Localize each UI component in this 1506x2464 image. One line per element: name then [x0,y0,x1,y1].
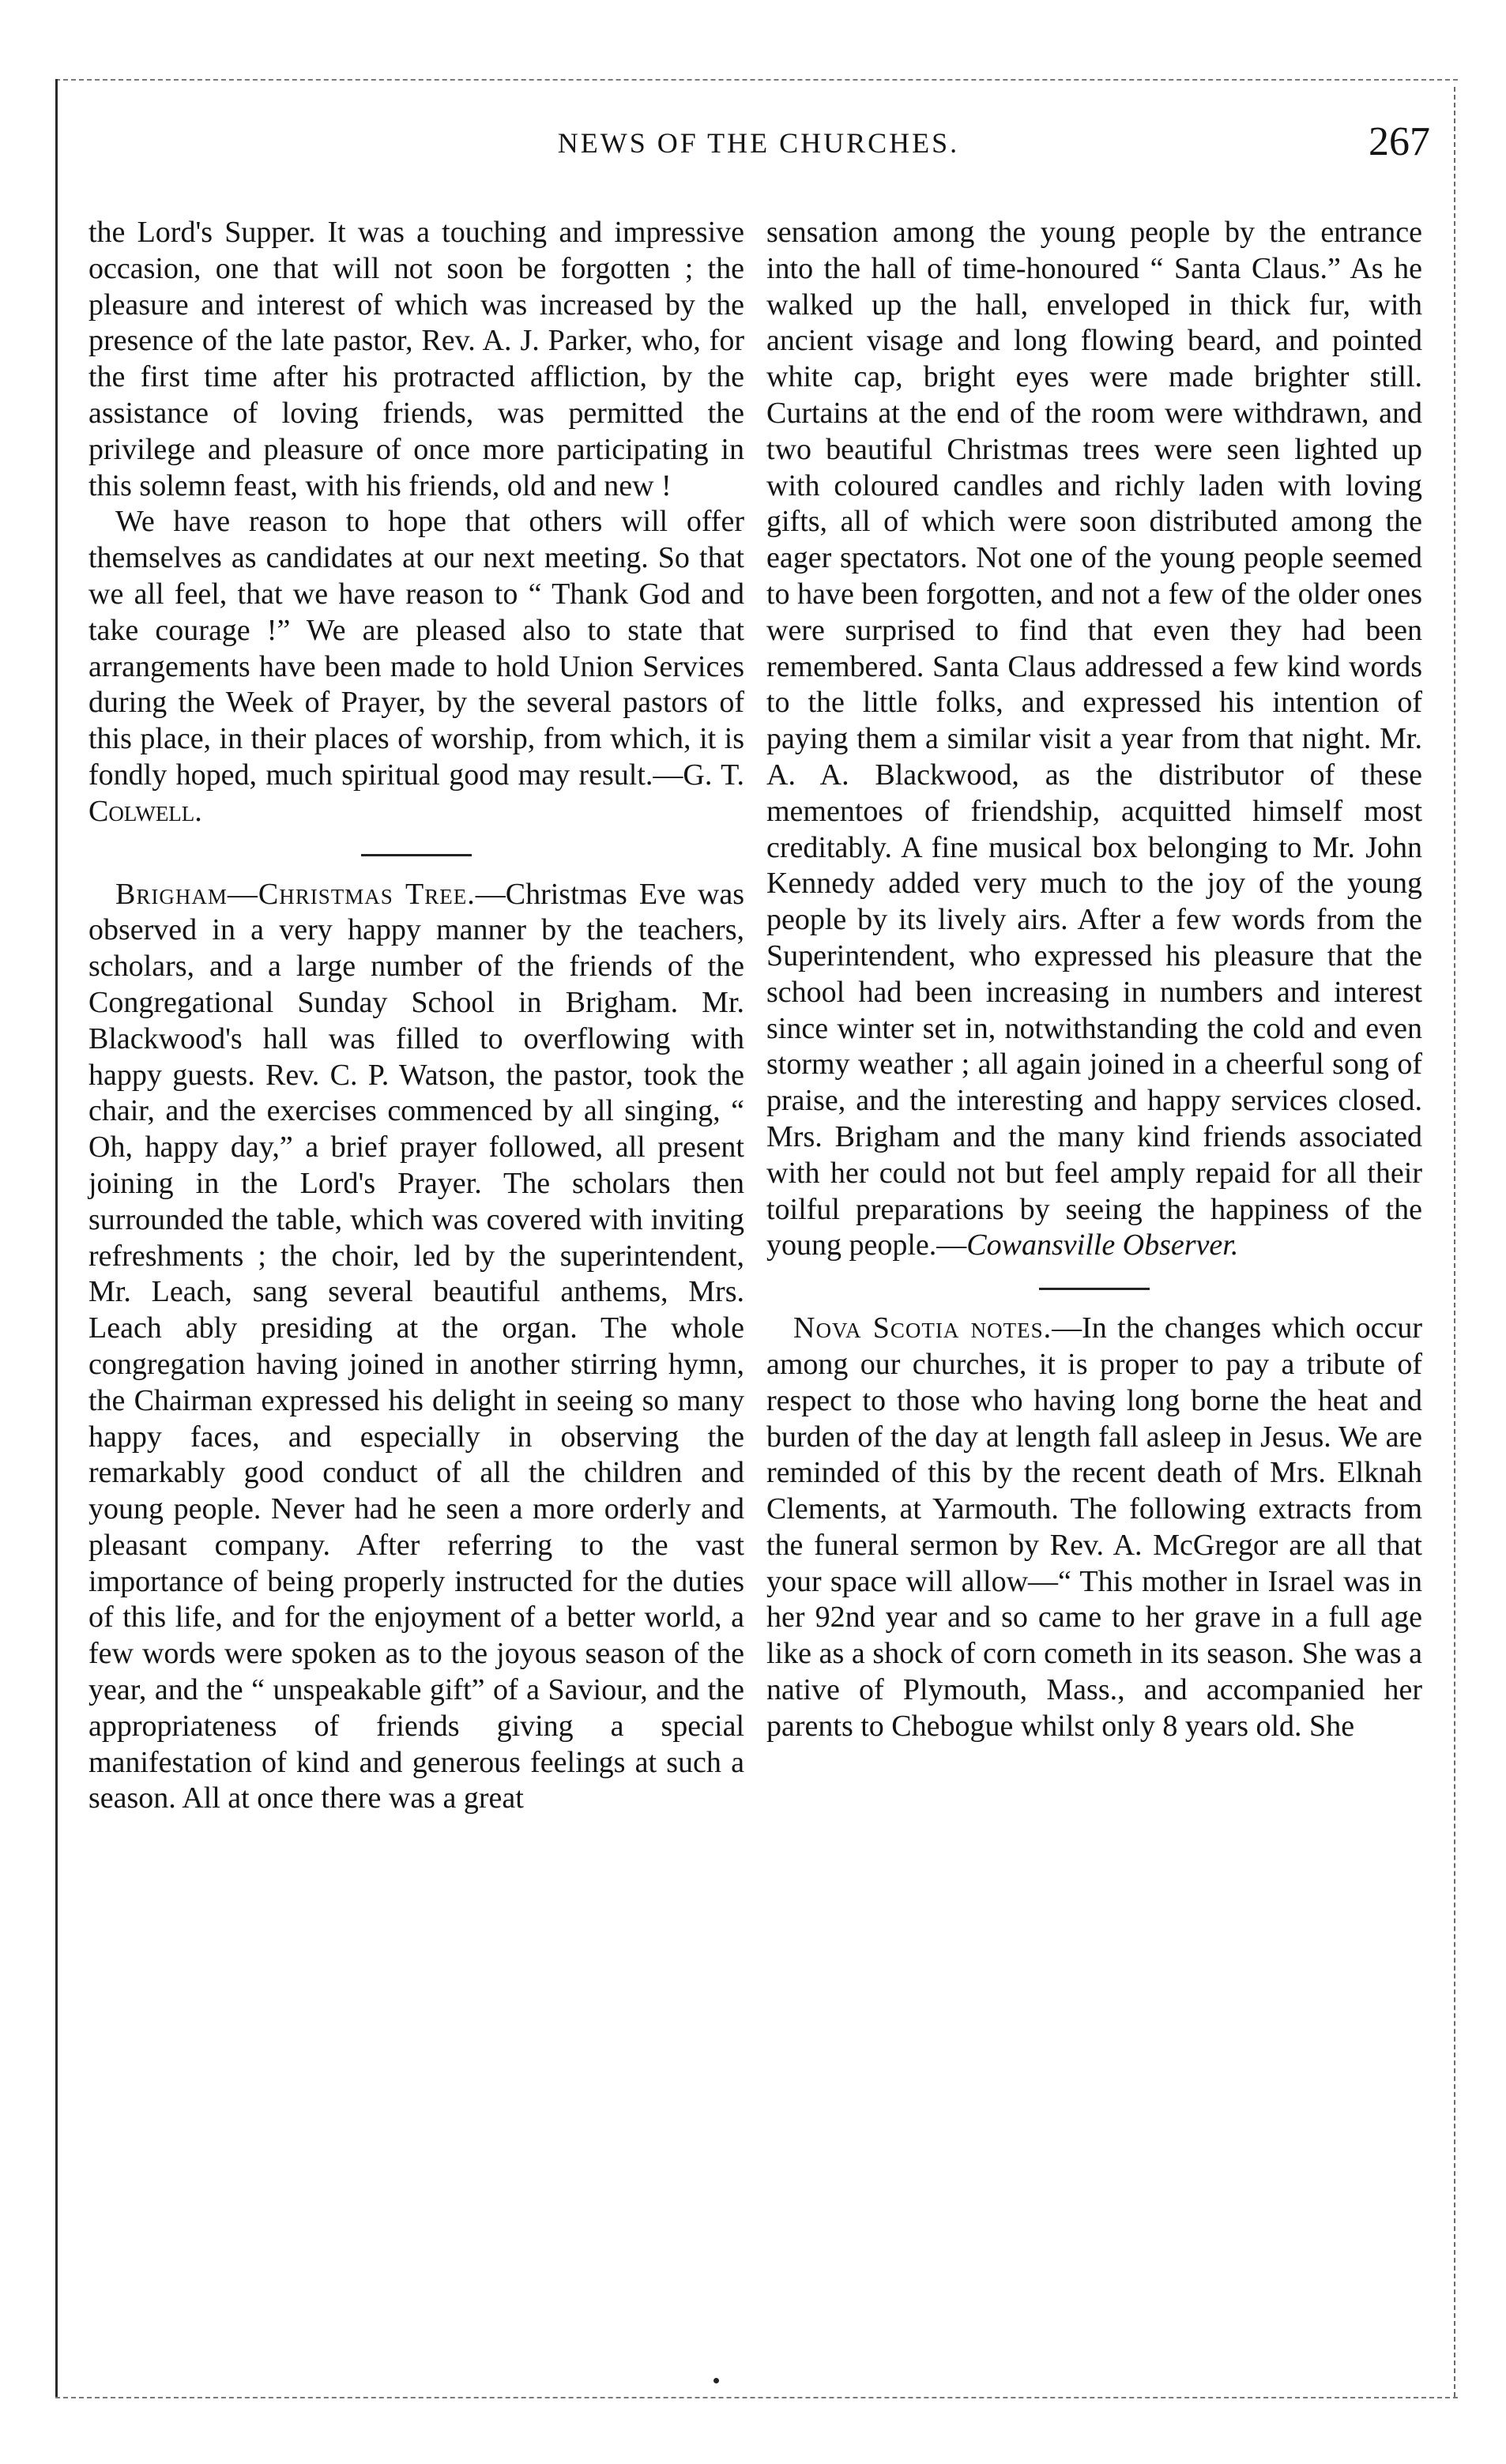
top-border-rule [55,79,1458,81]
source-attribution: Cowansville Observer. [966,1228,1239,1262]
section-heading-nova-scotia: Nova Scotia notes. [793,1311,1052,1345]
paragraph-candidates [88,504,744,829]
section-divider [1039,1288,1150,1290]
author-signature: G. T. Colwell. [88,758,744,828]
paragraph-santa-claus-text: sensation among the young people by the entrance into the hall of time-honoured “ Santa Claus.” As he walked up the hall, enveloped in thick fur, with ancient visage and long flowing beard, and pointed white cap, bright eyes were made brighter still. Curtains at the end of the room were withdrawn, and two beautiful Christmas trees were seen lighted up with coloured candles and richly laden with loving gifts, all of which were soon distributed among the eager spectators. Not one of the young people seemed to have been forgotten, and not a few of the older ones were surprised to find that even they had been remembered. Santa Claus addressed a few kind words to the little folks, and expressed his intention of paying them a similar visit a year from that night. Mr. A. A. Blackwood, as the distributor of these mementoes of friendship, acquitted himself most creditably. A fine musical box belonging to Mr. John Kennedy added very much to the joy of the young people by its lively airs. After a few words from the Superintendent, who expressed his pleasure that the school had been increasing in numbers and interest since winter set in, notwithstanding the cold and even stormy weather ; all again joined in a cheerful song of praise, and the interesting and happy services closed. Mrs. Brigham and the many kind friends associated with her could not but feel amply repaid for all their toilful preparations by seeing the happiness of the young people.— [766,216,1422,1262]
right-column [766,215,1422,1745]
paragraph-lords-supper: the Lord's Supper. It was a touching and impressive occasion, one that will not soon be forgotten ; the pleasure and interest of which was increased by the presence of the late pastor, Rev. A. J. Parker, who, for the first time after his protracted affliction, by the assistance of loving friends, was permitted the privilege and pleasure of once more participating in this solemn feast, with his friends, old and new ! [88,216,744,502]
section-heading-brigham: Brigham—Christmas Tree. [115,877,476,911]
left-page-edge [55,79,58,2397]
footer-dot [713,2378,719,2383]
running-header: NEWS OF THE CHURCHES. [557,127,960,159]
right-page-edge [1454,87,1455,2397]
bottom-border-rule [55,2397,1458,2398]
left-column [88,215,744,1817]
paragraph-santa-claus [766,215,1422,1264]
paragraph-nova-scotia-text: —In the changes which occur among our churches, it is proper to pay a tribute of respect to those who having long borne the heat and burden of the day at length fall asleep in Jesus. We are reminded of this by the recent death of Mrs. Elknah Clements, at Yarmouth. The following extracts from the funeral sermon by Rev. A. McGregor are all that your space will allow—“ This mother in Israel was in her 92nd year and so came to her grave in a full age like as a shock of corn cometh in its season. She was a native of Plymouth, Mass., and accompanied her parents to Chebogue whilst only 8 years old. She [766,1311,1422,1743]
paragraph-brigham [88,877,744,1818]
section-divider [361,854,472,856]
paragraph-brigham-text: —Christmas Eve was observed in a very happy manner by the teachers, scholars, and a large number of the friends of the Congregational Sunday School in Brigham. Mr. Blackwood's hall was filled to overflowing with happy guests. Rev. C. P. Watson, the pastor, took the chair, and the exercises commenced by all singing, “ Oh, happy day,” a brief prayer followed, all present joining in the Lord's Prayer. The scholars then surrounded the table, which was covered with inviting refreshments ; the choir, led by the superintendent, Mr. Leach, sang several beautiful anthems, Mrs. Leach ably presiding at the organ. The whole congregation having joined in another stirring hymn, the Chairman expressed his delight in seeing so many happy faces, and especially in observing the remarkably good conduct of all the children and young people. Never had he seen a more orderly and pleasant company. After referring to the vast importance of being properly instructed for the duties of this life, and for the enjoyment of a better world, a few words were spoken as to the joyous season of the year, and the “ unspeakable gift” of a Saviour, and the appropriateness of friends giving a special manifestation of kind and generous feelings at such a season. All at once there was a great [88,877,744,1815]
paragraph-candidates-text: We have reason to hope that others will offer themselves as candidates at our next meeting. So that we all feel, that we have reason to “ Thank God and take courage !” We are pleased also to state that arrangements have been made to hold Union Services during the Week of Prayer, by the several pastors of this place, in their places of worship, from which, it is fondly hoped, much spiritual good may result.— [88,505,744,792]
page-number: 267 [1369,119,1430,164]
paragraph-nova-scotia [766,1311,1422,1745]
